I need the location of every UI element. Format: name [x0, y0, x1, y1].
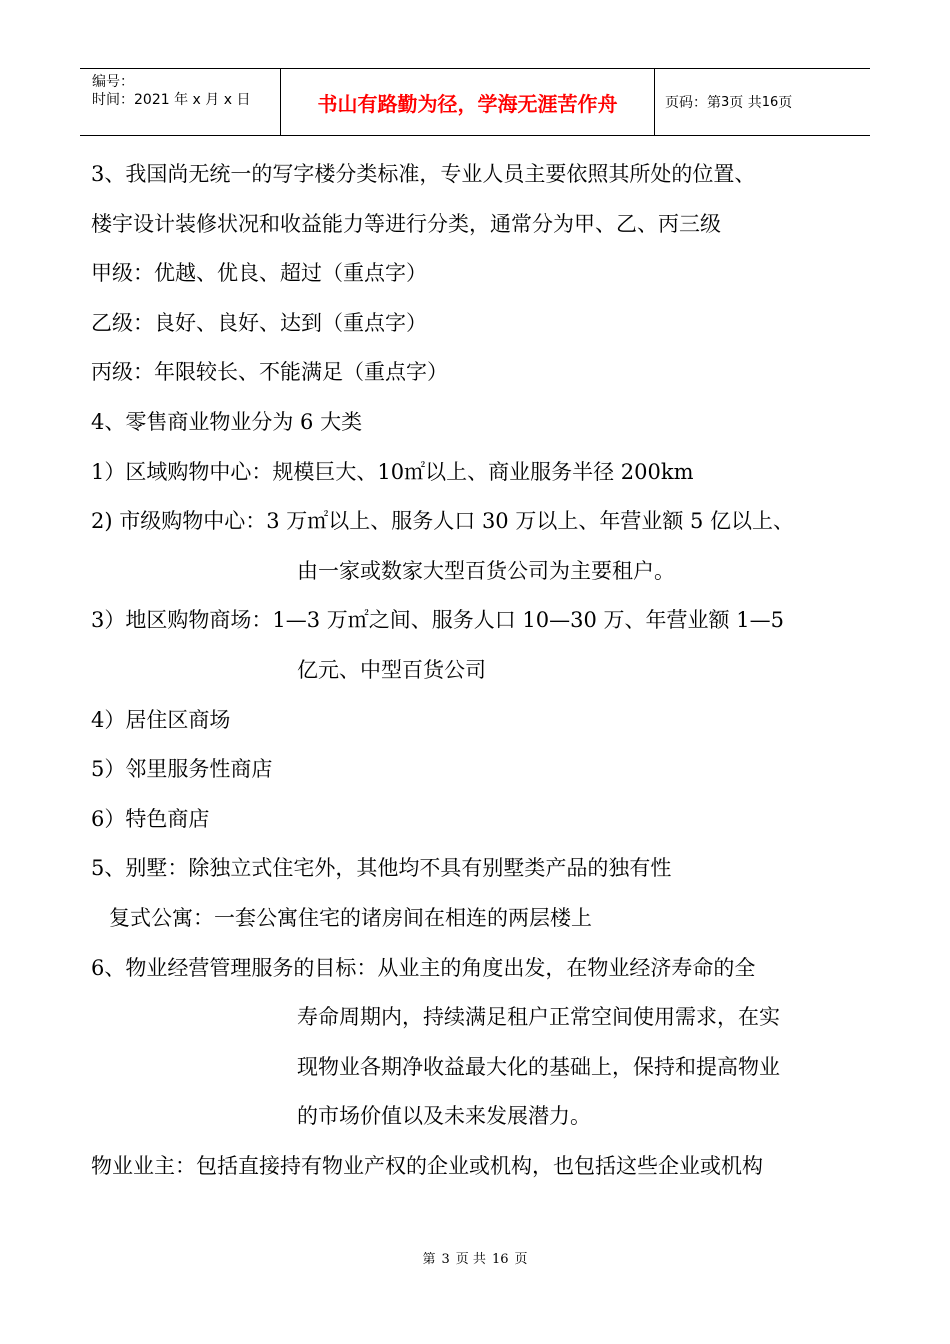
paragraph-line: 寿命周期内，持续满足租户正常空间使用需求，在实: [297, 1005, 780, 1030]
paragraph-line: 现物业各期净收益最大化的基础上，保持和提高物业: [297, 1054, 780, 1079]
page-footer: [0, 1248, 950, 1267]
header-page-end: 页: [778, 95, 793, 111]
header-page-label: 页码：第: [665, 95, 721, 111]
paragraph-line: 的市场价值以及未来发展潜力。: [297, 1104, 591, 1129]
paragraph-line: 复式公寓：一套公寓住宅的诸房间在相连的两层楼上: [109, 905, 592, 930]
paragraph-line: 丙级：年限较长、不能满足（重点字）: [91, 360, 448, 385]
paragraph-line: 物业业主：包括直接持有物业产权的企业或机构，也包括这些企业或机构: [91, 1153, 763, 1178]
header-page-info: [655, 69, 870, 135]
paragraph-line: 5）邻里服务性商店: [91, 757, 273, 782]
paragraph-line: 由一家或数家大型百货公司为主要租户。: [297, 558, 675, 583]
paragraph-line: 2) 市级购物中心：3 万㎡以上、服务人口 30 万以上、年营业额 5 亿以上、: [91, 509, 795, 534]
paragraph-line: 甲级：优越、优良、超过（重点字）: [91, 261, 427, 286]
paragraph-line: 亿元、中型百货公司: [297, 657, 486, 682]
paragraph-line: 3、我国尚无统一的写字楼分类标准，专业人员主要依照其所处的位置、: [91, 162, 756, 186]
paragraph-line: 3）地区购物商场：1—3 万㎡之间、服务人口 10—30 万、年营业额 1—5: [91, 608, 784, 633]
paragraph-line: 乙级：良好、良好、达到（重点字）: [91, 310, 427, 335]
page-header: [80, 68, 870, 136]
footer-pre: 第: [422, 1252, 436, 1267]
paragraph-line: 6、物业经营管理服务的目标：从业主的角度出发，在物业经济寿命的全: [91, 955, 756, 980]
header-page-mid: 页 共: [729, 95, 762, 111]
header-time: 时间：2021 年 x 月 x 日: [92, 92, 251, 108]
paragraph-line: 4、零售商业物业分为 6 大类: [91, 409, 363, 434]
footer-end: 页: [514, 1252, 528, 1267]
header-meta: [80, 69, 281, 135]
footer-page-total: 16: [491, 1252, 509, 1267]
paragraph-line: 6）特色商店: [91, 806, 210, 831]
header-page-current: 3: [721, 94, 730, 110]
paragraph-line: 4）居住区商场: [91, 707, 231, 732]
header-number: 编号：: [92, 74, 134, 90]
document-body: [91, 150, 871, 1191]
header-page-total: 16: [761, 94, 779, 110]
header-motto: 书山有路勤为径，学海无涯苦作舟: [281, 69, 655, 135]
footer-mid: 页 共: [455, 1252, 486, 1267]
footer-page-current: 3: [441, 1252, 450, 1267]
paragraph-line: 楼宇设计装修状况和收益能力等进行分类，通常分为甲、乙、丙三级: [91, 211, 721, 236]
paragraph-line: 1）区域购物中心：规模巨大、10㎡以上、商业服务半径 200km: [91, 459, 694, 484]
paragraph-line: 5、别墅：除独立式住宅外，其他均不具有别墅类产品的独有性: [91, 856, 672, 881]
